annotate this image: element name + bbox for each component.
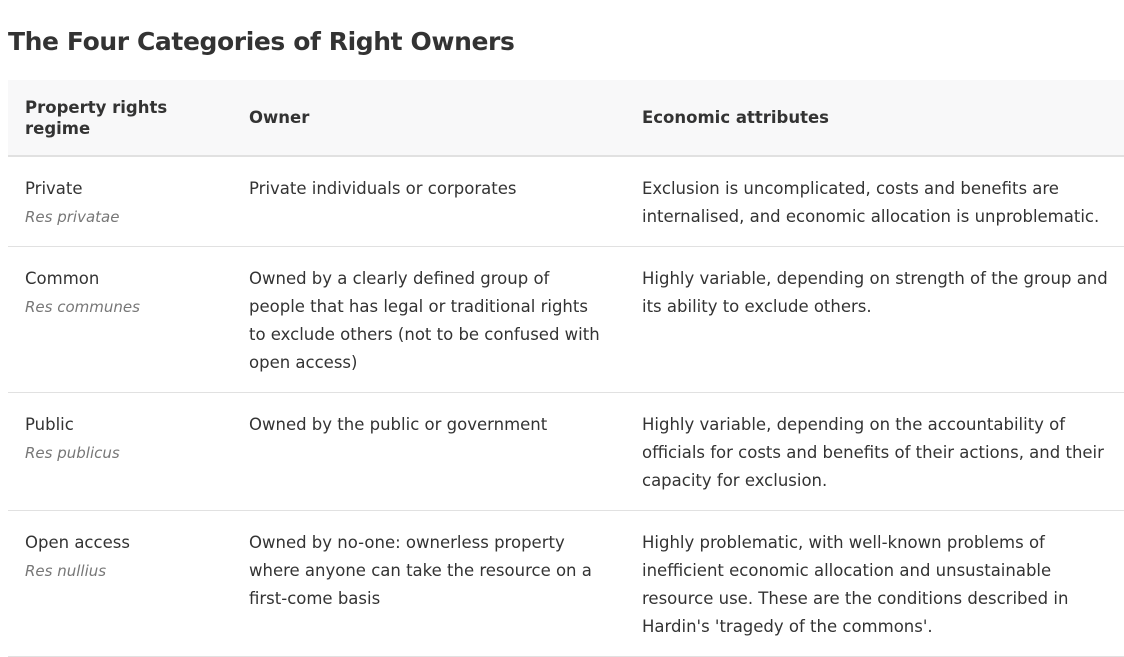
regime-name: Private <box>25 179 83 198</box>
attributes-cell <box>625 393 1124 511</box>
property-rights-table <box>8 80 1124 657</box>
regime-cell <box>8 393 232 511</box>
table-body <box>8 156 1124 657</box>
attributes-text: Highly variable, depending on strength of the group and its ability to exclude others. <box>642 269 1108 316</box>
table-header-row <box>8 80 1124 156</box>
regime-name: Common <box>25 269 100 288</box>
regime-latin-name: Res publicus <box>25 444 120 462</box>
column-header-regime: Property rights regime <box>25 97 168 138</box>
attributes-text: Exclusion is uncomplicated, costs and benefits are internalised, and economic allocation is unproblematic. <box>642 179 1100 226</box>
column-header-owner: Owner <box>249 108 310 127</box>
attributes-text: Highly problematic, with well-known problems of inefficient economic allocation and unsustainable resource use. These are the conditions described in Hardin's 'tragedy of the commons'. <box>642 533 1069 636</box>
attributes-cell <box>625 156 1124 247</box>
attributes-cell <box>625 511 1124 657</box>
attributes-cell <box>625 247 1124 393</box>
table-row <box>8 511 1124 657</box>
regime-cell <box>8 247 232 393</box>
owner-cell <box>232 156 625 247</box>
owner-text: Owned by no-one: ownerless property where anyone can take the resource on a first-come basis <box>249 533 592 608</box>
regime-cell <box>8 156 232 247</box>
column-header-attributes: Economic attributes <box>642 108 830 127</box>
owner-cell <box>232 393 625 511</box>
table-row <box>8 393 1124 511</box>
table-row <box>8 156 1124 247</box>
owner-text: Owned by a clearly defined group of people that has legal or traditional rights to exclude others (not to be confused with open access) <box>249 269 600 372</box>
regime-cell <box>8 511 232 657</box>
regime-latin-name: Res communes <box>25 298 140 316</box>
owner-cell <box>232 511 625 657</box>
regime-name: Public <box>25 415 74 434</box>
owner-text: Owned by the public or government <box>249 415 548 434</box>
owner-cell <box>232 247 625 393</box>
owner-text: Private individuals or corporates <box>249 179 517 198</box>
table-header <box>8 80 1124 156</box>
page-title: The Four Categories of Right Owners <box>8 27 515 56</box>
table-row <box>8 247 1124 393</box>
regime-latin-name: Res privatae <box>25 208 120 226</box>
attributes-text: Highly variable, depending on the accountability of officials for costs and benefits of their actions, and their capacity for exclusion. <box>642 415 1104 490</box>
regime-name: Open access <box>25 533 130 552</box>
regime-latin-name: Res nullius <box>25 562 107 580</box>
